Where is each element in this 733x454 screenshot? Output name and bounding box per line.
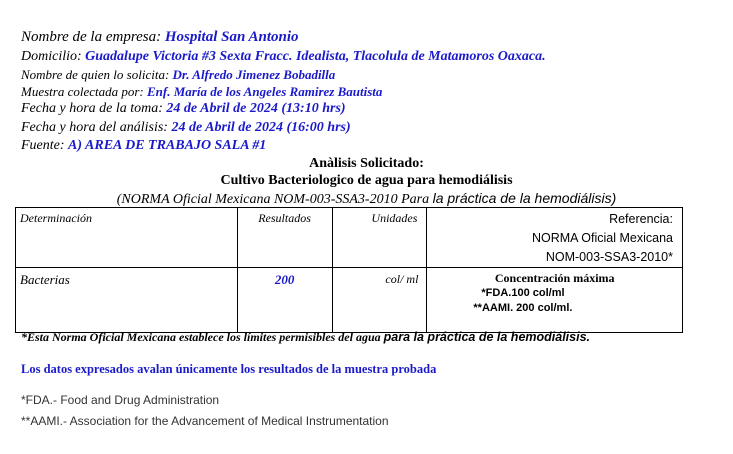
cell-resultado [237,268,332,333]
sample-date-line [21,101,346,117]
requester-line [21,67,335,83]
sample-date-value: 24 de Abril de 2024 (13:10 hrs) [166,101,346,116]
table-row [16,268,683,333]
norma-note-part1: *Esta Norma Oficial Mexicana establece los límites permisibles del agua [21,330,384,344]
norma-subtitle [0,190,733,208]
header-determinacion: Determinación [20,211,92,225]
unit-value: col/ ml [385,272,419,286]
address-line [21,49,546,65]
company-value: Hospital San Antonio [164,29,299,45]
reference-block [427,208,682,267]
requester-label: Nombre de quien lo solicita: [21,67,173,82]
header-unidades: Unidades [371,211,418,225]
fda-limit: *FDA.100 col/ml [481,287,565,299]
source-label: Fuente: [21,138,69,153]
disclaimer-text: Los datos expresados avalan únicamente los resultados de la muestra probada [21,362,437,376]
table-header-row [16,208,683,268]
norma-subtitle-part2: la práctica de la hemodiálisis) [432,190,617,206]
cell-determinacion [16,268,238,333]
cell-reference-values [427,268,683,333]
sample-date-label: Fecha y hora de la toma: [21,101,167,116]
aami-definition: **AAMI.- Association for the Advancement of Medical Instrumentation [21,414,389,428]
reference-title: Referencia: [609,212,673,226]
header-cell-unidades [332,208,427,268]
analysis-date-value: 24 de Abril de 2024 (16:00 hrs) [171,120,351,135]
header-cell-resultados [237,208,332,268]
reference-code: NOM-003-SSA3-2010* [545,250,673,264]
analysis-date-line [21,120,351,136]
collector-line [21,84,382,100]
company-line [21,29,299,46]
header-cell-referencia [427,208,683,268]
aami-limit: **AAMI. 200 col/ml. [473,302,573,314]
norma-subtitle-part1: (NORMA Oficial Mexicana NOM-003-SSA3-2010 Para [116,192,433,207]
cell-unidad [332,268,427,333]
result-value: 200 [274,272,295,287]
analysis-requested-title: Anàlisis Solicitado: [309,156,424,171]
source-line [21,138,266,154]
address-value: Guadalupe Victoria #3 Sexta Fracc. Idealista, Tlacolula de Matamoros Oaxaca. [85,49,546,64]
source-value: A) AREA DE TRABAJO SALA #1 [68,138,267,153]
fda-definition: *FDA.- Food and Drug Administration [21,393,220,407]
header-cell-determinacion [16,208,238,268]
collector-value: Enf. María de los Angeles Ramirez Bautista [147,84,383,99]
company-label: Nombre de la empresa: [21,29,165,45]
header-resultados: Resultados [258,211,311,225]
analysis-date-label: Fecha y hora del análisis: [21,120,172,135]
norma-note-part2: para la práctica de la hemodiálisis. [383,330,590,344]
address-label: Domicilio: [21,49,86,64]
collector-label: Muestra colectada por: [21,84,148,99]
max-concentration-title: Concentración máxima [494,271,615,285]
bacteria-label: Bacterias [20,272,70,287]
culture-title: Cultivo Bacteriologico de agua para hemodiálisis [220,173,513,188]
reference-norma: NORMA Oficial Mexicana [531,231,673,245]
requester-value: Dr. Alfredo Jimenez Bobadilla [172,67,336,82]
norma-note [21,329,590,345]
results-table [15,207,683,333]
